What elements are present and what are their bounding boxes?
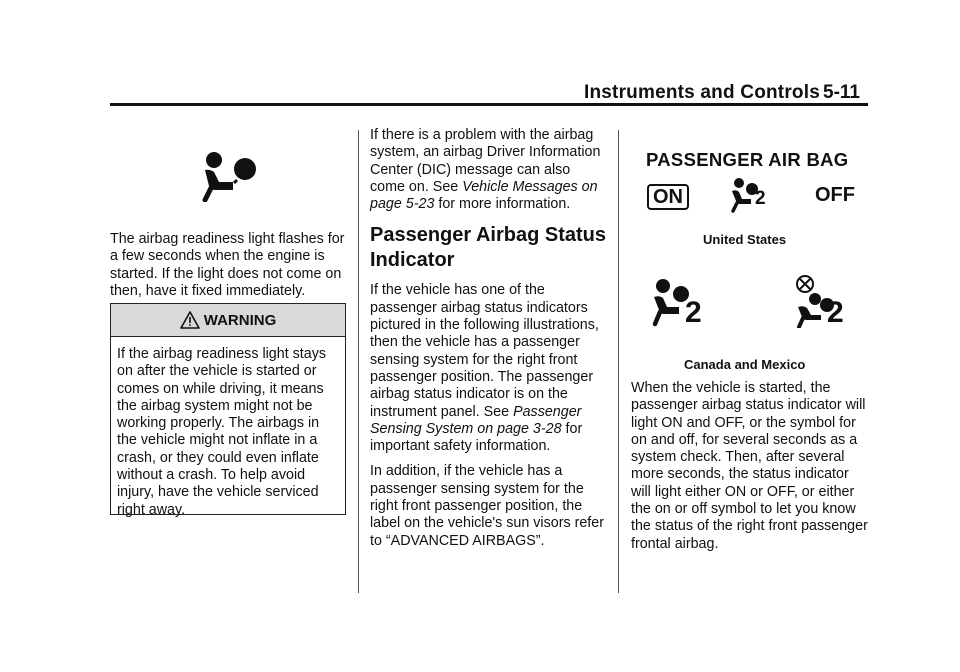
warning-header (111, 304, 345, 337)
warning-triangle-icon (180, 311, 200, 329)
off-indicator: OFF (815, 184, 855, 206)
passenger-sensing-link[interactable]: Passenger Sensing System on page 3-28 (370, 403, 582, 437)
section-title: Passenger Airbag Status Indicator (370, 224, 607, 272)
advanced-airbags-paragraph: In addition, if the vehicle has a passenger sensing system for the right front passenger position, the label on the vehicle's sun visors refer to “ADVANCED AIRBAGS”. (370, 463, 604, 549)
header-rule (110, 103, 868, 106)
column-divider (358, 130, 359, 593)
passenger-number: 2 (827, 296, 844, 329)
dic-message-paragraph: If there is a problem with the airbag system, an airbag Driver Information Center (DIC) message can also come on. See Vehicle Messages on page 5-23 for more information. (370, 127, 601, 213)
passenger-number: 2 (755, 188, 766, 209)
page-number: 5-11 (823, 82, 860, 103)
section-header: Instruments and Controls (584, 82, 820, 103)
status-indicator-paragraph: If the vehicle has one of the passenger airbag status indicators pictured in the following illustrations, then the vehicle has a passenger sensing system for the right front passenger position. The passenger airbag status indicator is on the instrument panel. See Passenger Sensing System on page 3-28 for important safety information. (370, 282, 599, 455)
status-check-paragraph: When the vehicle is started, the passenger airbag status indicator will light ON and OFF, or the symbol for on and off, for several seconds as a system check. Then, after several more seconds, the status indicator will light either ON or OFF, or either the on or off symbol to let you know the status of the right front passenger frontal airbag. (631, 380, 868, 552)
airbag-readiness-text: The airbag readiness light flashes for a few seconds when the engine is started. If the light does not come on then, have it fixed immediately. (110, 231, 345, 299)
panel-title: PASSENGER AIR BAG (646, 149, 849, 170)
vehicle-messages-link[interactable]: Vehicle Messages on page 5-23 (370, 178, 598, 213)
warning-title: WARNING (203, 311, 277, 329)
on-indicator: ON (647, 186, 689, 209)
column-divider (618, 130, 619, 593)
airbag-readiness-icon (201, 150, 257, 202)
caption-united-states: United States (703, 232, 787, 247)
warning-text: If the airbag readiness light stays on after the vehicle is started or comes on while driving, it means the airbag system might not be working properly. The airbags in the vehicle might not inflate in a crash, or they could even inflate without a crash. To help avoid injury, have the vehicle serviced right away. (117, 346, 327, 518)
caption-canada-mexico: Canada and Mexico (684, 357, 806, 372)
passenger-number: 2 (685, 296, 702, 329)
warning-box (110, 303, 346, 518)
